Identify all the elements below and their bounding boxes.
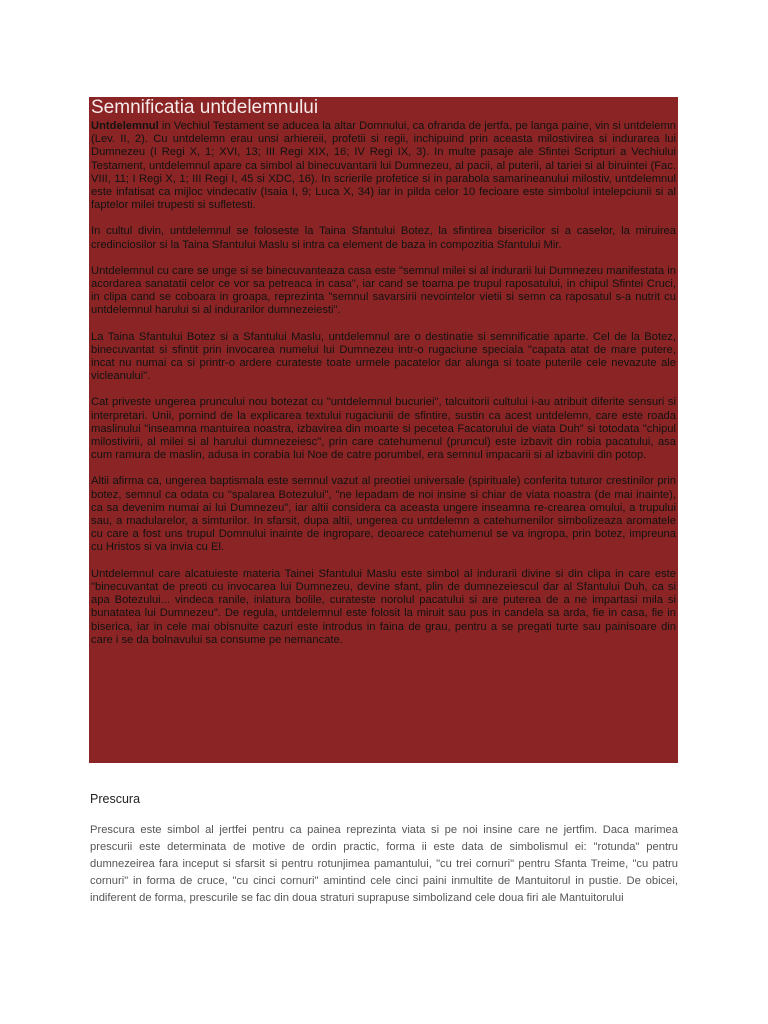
section-title-prescura: Prescura [90,792,141,806]
article-paragraph: Cat priveste ungerea pruncului nou botezat cu "untdelemnul bucuriei", talcuitorii cultului i-au atribuit diferite sensuri si interpretari. Unii, pornind de la explicarea textului rugaciunii de sfintire, sustin ca acest untdelemn, care este roada maslinului "inseamna mantuirea noastra, izbavirea din moarte si pecetea Facatorului de viata Duh" si totodata "chipul milostivirii, al milei si al harului dumnezeiesc", prin care catehumenul (pruncul) este izbavit din robia pacatului, asa cum ramura de maslin, adusa in corabia lui Noe de catre porumbel, era semnul impacarii si al izbavirii din potop. [91,396,676,462]
article-paragraph: Untdelemnul cu care se unge si se binecuvanteaza casa este "semnul milei si al indurarii lui Dumnezeu manifestata in acordarea sanatatii celor ce vor sa petreaca in casa", iar cand se toarna pe trupul raposatului, in chipul Sfintei Cruci, in clipa cand se coboara in groapa, reprezinta "semnul savarsirii nevointelor vietii si semn ca raposatul s-a nutrit cu untdelemnul harului si al indurarilor dumnezeiesti". [91,264,676,317]
intro-text: in Vechiul Testament se aducea la altar Domnului, ca ofranda de jertfa, pe langa paine, vin si untdelemn (Lev. II, 2). Cu untdelemn erau unsi arhiereii, profetii si regii, inchipuind prin aceasta milostivirea si indurarea lui Dumnezeu (I Regi X, 1; XVI, 13; III Regi XIX, 16; IV Regi IX, 3). In multe pasaje ale Sfintei Scripturi a Vechiului Testament, untdelemnul apare ca simbol al binecuvantarii lui Dumnezeu, al pacii, al puterii, al tariei si al biruintei (Fac. VIII, 11; I Regi X, 1; III Regi I, 45 si XDC, 16). In scrierile profetice si in parabola samarineanului milostiv, untdelemnul este infatisat ca mijloc vindecativ (Isaia I, 9; Luca X, 34) iar in pilda celor 10 fecioare este simbolul intelepciunii si al faptelor milei trupesti si sufletesti. [91,120,676,212]
article-paragraph: Untdelemnul care alcatuieste materia Tainei Sfantului Maslu este simbol al indurarii divine si din clipa in care este "binecuvantat de preoti cu invocarea lui Dumnezeu, devine sfant, plin de dumnezeiescul dar al Sfantului Duh, ca si apa Botezului... vindeca ranile, inlatura bolile, curateste norolul pacatului si are puterea de a ne impartasi mila si bunatatea lui Dumnezeu". De regula, untdelemnul este folosit la miruit sau pus in candela sa arda, fie in casa, fie in biserica, iar in cele mai obisnuite cazuri este introdus in faina de grau, pentru a se pregati turte sau painisoare din care i se da bolnavului sa consume pe nemancate. [91,567,676,646]
section-text-prescura: Prescura este simbol al jertfei pentru ca painea reprezinta viata si pe noi insine care ne jertfim. Daca marimea prescurii este determinata de motive de ordin practic, forma ii este data de simbolismul ei: "rotunda" pentru dumnezeirea fara inceput si sfarsit si pentru rotunjimea pamantului, "cu trei cornuri" pentru Sfanta Treime, "cu patru cornuri" in forma de cruce, "cu cinci cornuri" amintind cele cinci paini inmultite de Mantuitorul in pustie. De obicei, indiferent de forma, prescurile se fac din doua straturi suprapuse simbolizand cele doua firi ale Mantuitorului [90,824,678,904]
article-paragraph: Altii afirma ca, ungerea baptismala este semnul vazut al preotiei universale (spirituale) conferita tuturor crestinilor prin botez, semnul ca odata cu "spalarea Botezului", "ne lepadam de noi insine si chiar de viata noastra (de mai inainte), ca sa devenim numai ai lui Dumnezeu", iar altii considera ca aceasta ungere inseamna re-crearea omului, a trupului sau, a madularelor, a simturilor. In sfarsit, dupa altii, ungerea cu untdelemn a catehumenilor simbolizeaza aromatele cu care a fost uns trupul Domnului inainte de ingropare, deoarece catehumenul se va ingropa, prin botez, impreuna cu Hristos si va invia cu El. [91,475,676,554]
article-box [89,97,678,763]
article-paragraph [91,120,676,212]
intro-bold-term: Untdelemnul [91,120,159,132]
article-title: Semnificatia untdelemnului [91,97,319,118]
article-paragraph: In cultul divin, untdelemnul se foloseste la Taina Sfantului Botez, la sfintirea bisericilor si a caselor, la miruirea credinciosilor si la Taina Sfantului Maslu si intra ca element de baza in compozitia Sfantului Mir. [91,225,676,251]
article-paragraph: La Taina Sfantului Botez si a Sfantului Maslu, untdelemnul are o destinatie si semnificatie aparte. Cel de la Botez, binecuvantat si sfintit prin invocarea numelui lui Dumnezeu intr-o rugaciune speciala "capata atat de mare putere, incat nu numai ca si printr-o ardere curateste toate urmele pacatelor dar alunga si toate puterile cele nevazute ale vicleanului". [91,330,676,383]
